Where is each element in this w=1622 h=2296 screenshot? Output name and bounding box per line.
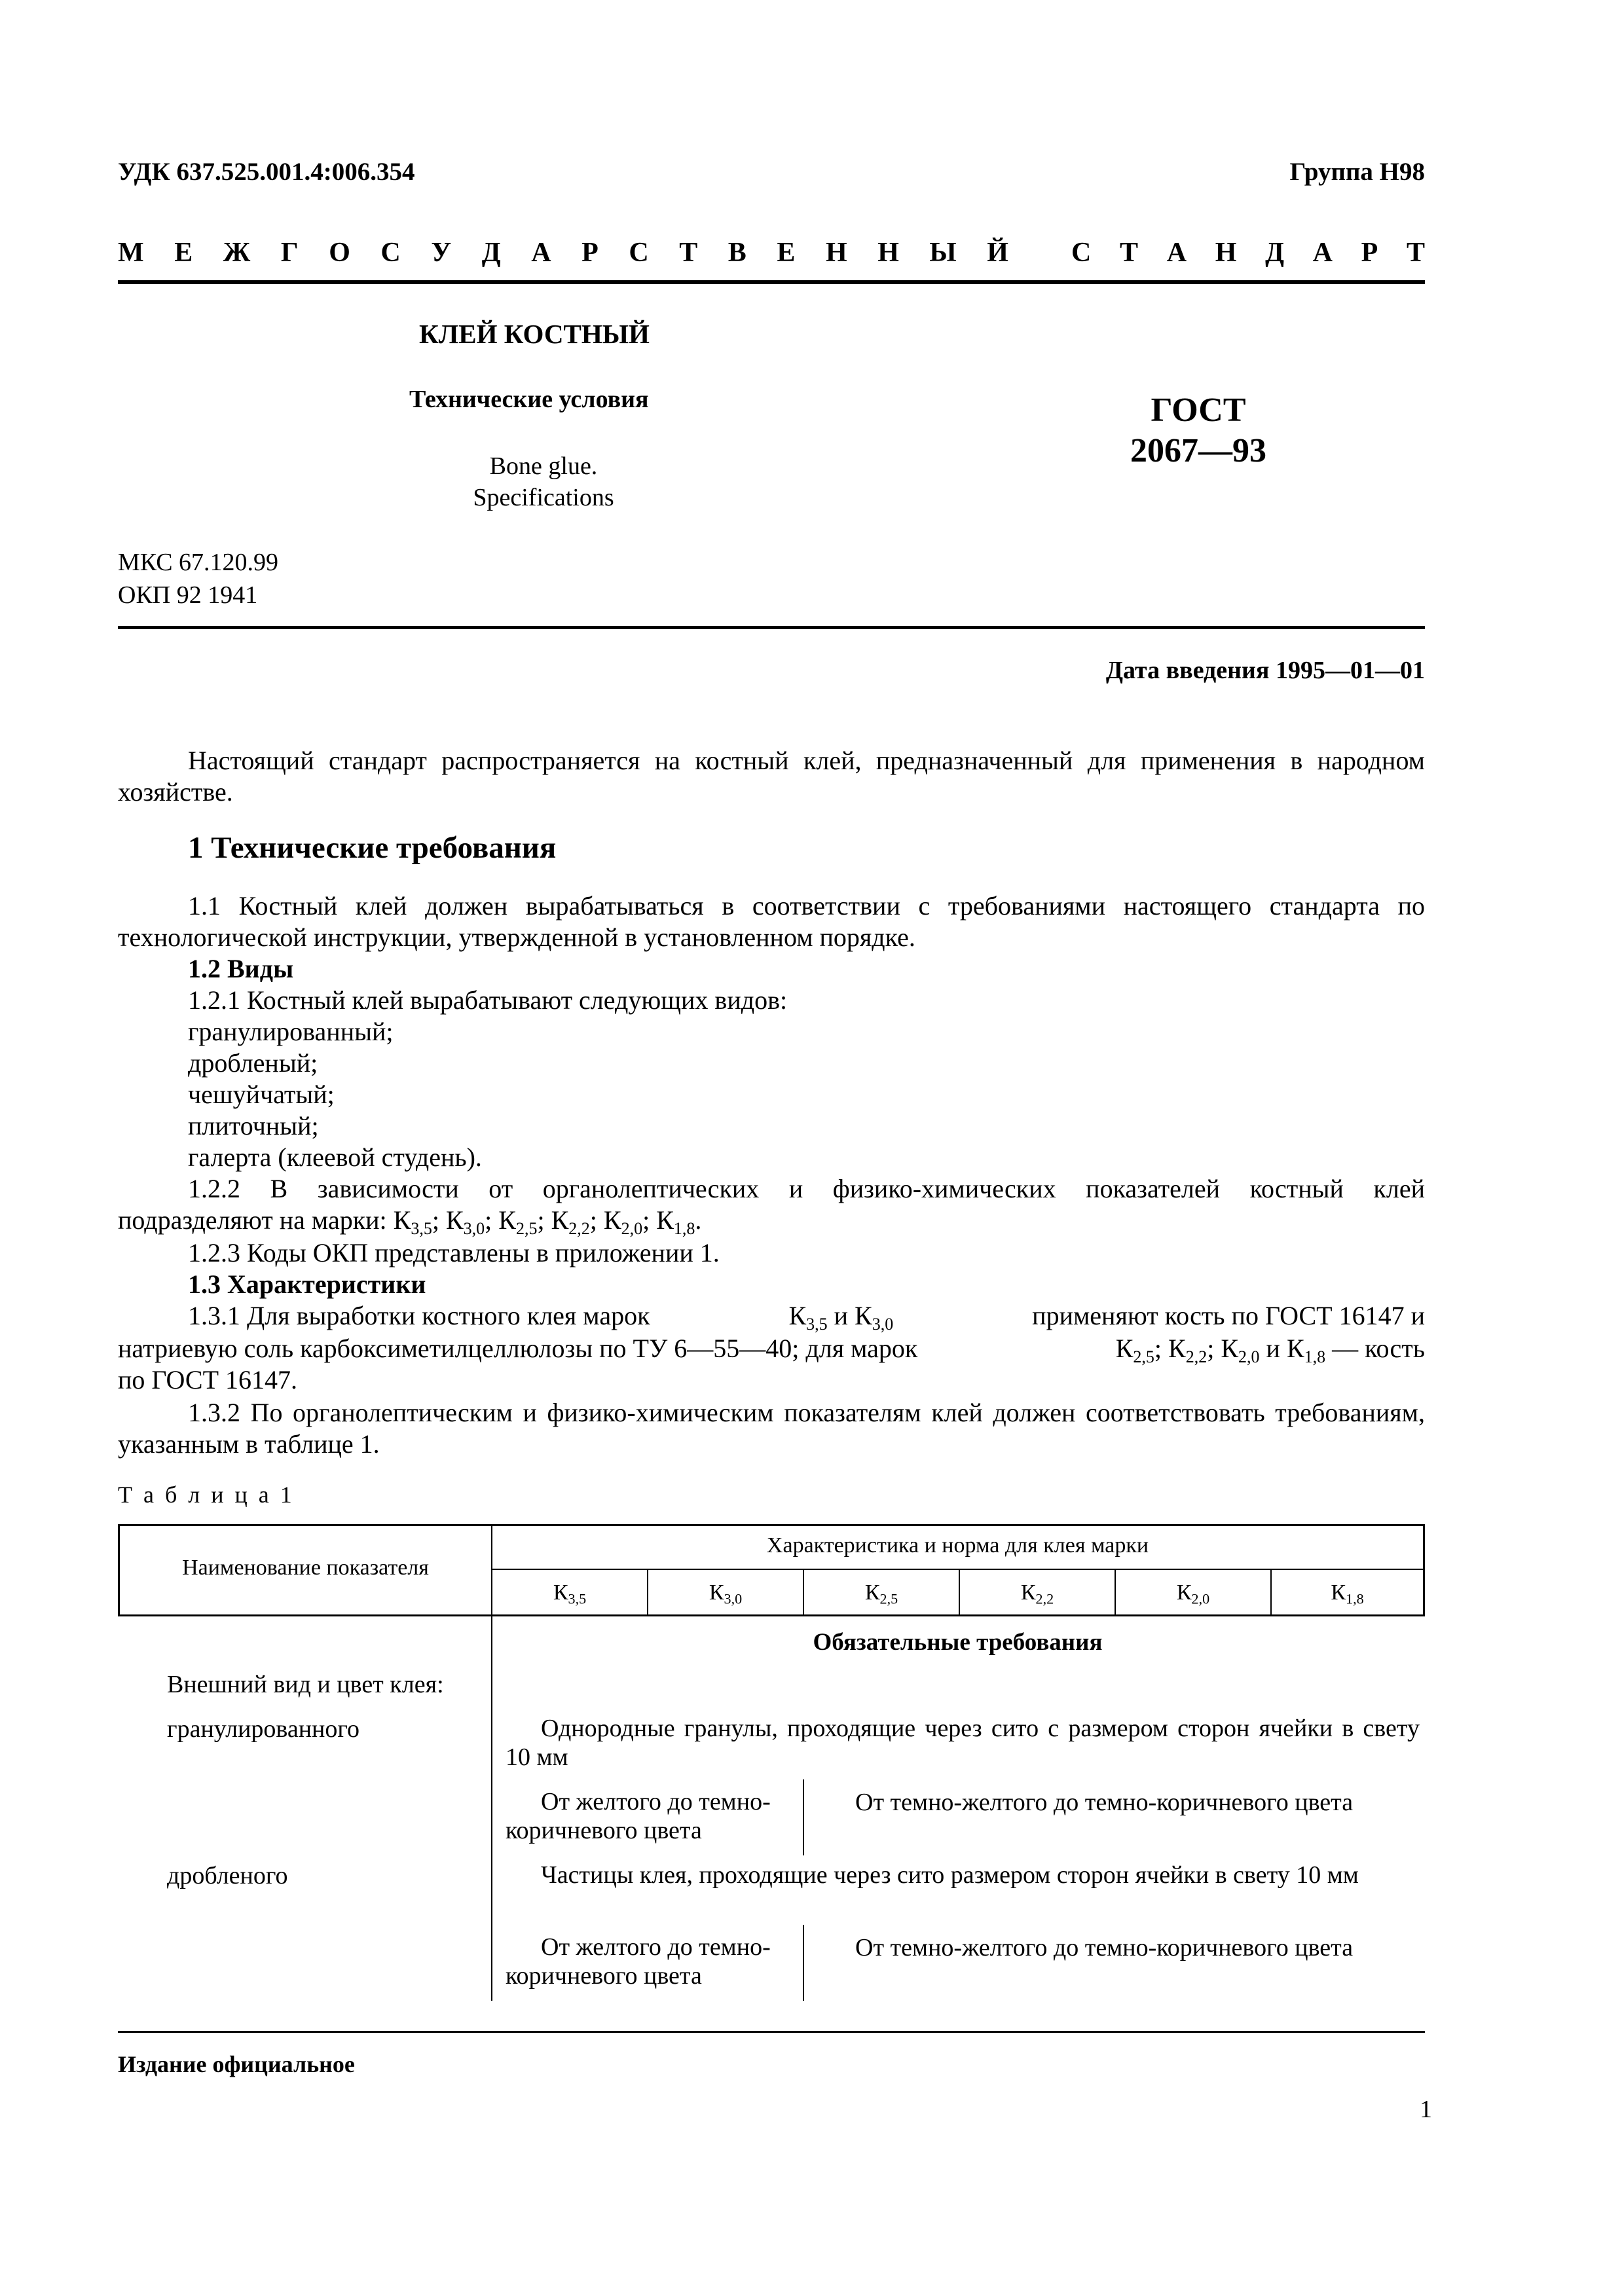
english-title [341,450,746,513]
header-grade: $К_{3,0}$ [709,1580,743,1607]
kind-item: дробленый; [188,1048,318,1078]
interstate-standard-banner [118,237,1425,268]
paragraph-1-2-2-line1: 1.2.2 В зависимости от органолептических и физико-химических показателей костный клей [188,1174,1425,1203]
mks-code: МКС 67.120.99 [118,549,279,576]
banner-letter: Е [174,238,193,268]
p131-grades-2: $К_{2,5}$; $К_{2,2}$; $К_{2,0}$ и $К_{1,8}$ — кость [1115,1334,1425,1366]
paragraph-1-3-2: 1.3.2 По органолептическим и физико-химическим показателям клей должен соответствовать требованиям, указанным в таблице 1. [118,1398,1425,1459]
banner-letter: Н [825,238,847,268]
banner-letter: Ж [223,238,251,268]
banner-letter: Й [987,238,1008,268]
table-group-divider [491,1569,1425,1570]
banner-letter: Д [481,238,501,268]
paragraph-1-2-1: 1.2.1 Костный клей вырабатывают следующих видов: [188,985,788,1015]
header-grade: $К_{3,5}$ [553,1580,587,1607]
banner-letter: А [1166,238,1187,268]
crushed-description: Частицы клея, проходящие через сито размером сторон ячейки в свету 10 мм [541,1861,1359,1889]
kind-item: чешуйчатый; [188,1080,335,1109]
okp-code: ОКП 92 1941 [118,581,258,609]
banner-letter: В [728,238,746,268]
granulated-description: Однородные гранулы, проходящие через сито с размером сторон ячейки в свету 10 мм [506,1715,1420,1771]
banner-letter: А [531,238,551,268]
header-grade: $К_{2,5}$ [864,1580,898,1607]
paragraph-1-2-3: 1.2.3 Коды ОКП представлены в приложении 1. [188,1238,720,1267]
banner-letter: Р [581,238,599,268]
table-top-border [118,1524,1425,1526]
banner-letter: Т [1406,238,1425,268]
table-caption: Т а б л и ц а 1 [118,1482,295,1508]
kind-item: гранулированный; [188,1017,394,1046]
gost-code: 2067—93 [1130,432,1266,469]
table-header-bottom [118,1614,1425,1616]
header-grade: $К_{2,0}$ [1176,1580,1210,1607]
banner-letter: Р [1361,238,1378,268]
banner-letter: С [1071,238,1092,268]
grades-list: $К_{3,5}$; $К_{3,0}$; $К_{2,5}$; $К_{2,2}$; $К_{2,0}$; $К_{1,8}$. [393,1205,702,1238]
document-title: КЛЕЙ КОСТНЫЙ [419,319,650,349]
english-title-line1: Bone glue. [489,452,598,480]
p131-b: применяют кость по ГОСТ 16147 и [1032,1301,1425,1330]
standard-word [1071,237,1425,268]
paragraph-1-1: 1.1 Костный клей должен вырабатываться в соответствии с требованиями настоящего стандарта по технологической инструкции, утвержденной в установленном порядке. [118,891,1425,952]
introduction-date: Дата введения 1995—01—01 [1105,657,1425,684]
kind-item: плиточный; [188,1111,319,1140]
banner-letter: Н [877,238,899,268]
paragraph-1-2-2-line2 [118,1205,701,1236]
banner-letter: Д [1265,238,1284,268]
paragraph-1-3-1-line1 [188,1300,1425,1332]
banner-letter: С [629,238,649,268]
header-indicator: Наименование показателя [182,1556,429,1580]
heading-1-2: 1.2 Виды [188,954,294,983]
kind-item: галерта (клеевой студень). [188,1142,482,1172]
p131-a: 1.3.1 Для выработки костного клея марок [188,1301,650,1330]
crushed-label: дробленого [167,1862,288,1889]
banner-letter: Г [280,238,299,268]
section-1-heading: 1 Технические требования [188,831,557,865]
required-heading: Обязательные требования [813,1629,1103,1656]
appearance-label: Внешний вид и цвет клея: [167,1671,444,1698]
gost-number [1061,390,1336,471]
banner-letter: Т [1120,238,1139,268]
granulated-color-left: От желтого до темно-коричневого цвета [506,1788,771,1844]
granulated-label: гранулированного [167,1715,360,1743]
paragraph-1-3-1-line2 [118,1333,1425,1364]
paragraph-1-3-1-line3: по ГОСТ 16147. [118,1365,298,1394]
group-code: Группа Н98 [1289,158,1425,186]
heading-1-3: 1.3 Характеристики [188,1269,426,1299]
header-grade: $К_{2,2}$ [1020,1580,1054,1607]
interstate-word [118,237,1008,268]
official-edition: Издание официальное [118,2051,355,2077]
color-split-divider [803,1779,804,1855]
banner-letter: Ы [929,238,957,268]
crushed-color-right: От темно-желтого до темно-коричневого цвета [855,1934,1354,1961]
granulated-color-right: От темно-желтого до темно-коричневого цвета [855,1789,1354,1816]
table-right-border [1423,1524,1425,1616]
page-number: 1 [1420,2096,1432,2123]
gost-label: ГОСТ [1151,392,1246,429]
english-title-line2: Specifications [473,484,614,511]
banner-letter: Е [777,238,796,268]
grades-intro: подразделяют на марки: [118,1205,387,1235]
header-rule [118,280,1425,284]
banner-letter: Т [679,238,698,268]
intro-paragraph: Настоящий стандарт распространяется на костный клей, предназначенный для применения в народном хозяйстве. [118,746,1425,807]
banner-letter: Н [1215,238,1237,268]
banner-letter: У [431,238,452,268]
p131-c: натриевую соль карбоксиметилцеллюлозы по ТУ 6—55—40; для марок [118,1334,918,1363]
classification-codes [118,546,278,611]
crushed-color-left: От желтого до темно-коричневого цвета [506,1933,771,1990]
banner-letter: О [329,238,350,268]
header-grade-group: Характеристика и норма для клея марки [766,1533,1149,1558]
banner-letter: А [1312,238,1333,268]
header-grade: $К_{1,8}$ [1331,1580,1364,1607]
title-rule [118,626,1425,629]
banner-letter: С [380,238,401,268]
udk-code: УДК 637.525.001.4:006.354 [118,158,415,186]
footer-rule [118,2031,1425,2033]
banner-letter: М [118,238,144,268]
color-split-divider [803,1925,804,2001]
p131-grades-1: $К_{3,5}$ и $К_{3,0}$ [788,1301,894,1334]
document-subtitle: Технические условия [409,386,649,413]
